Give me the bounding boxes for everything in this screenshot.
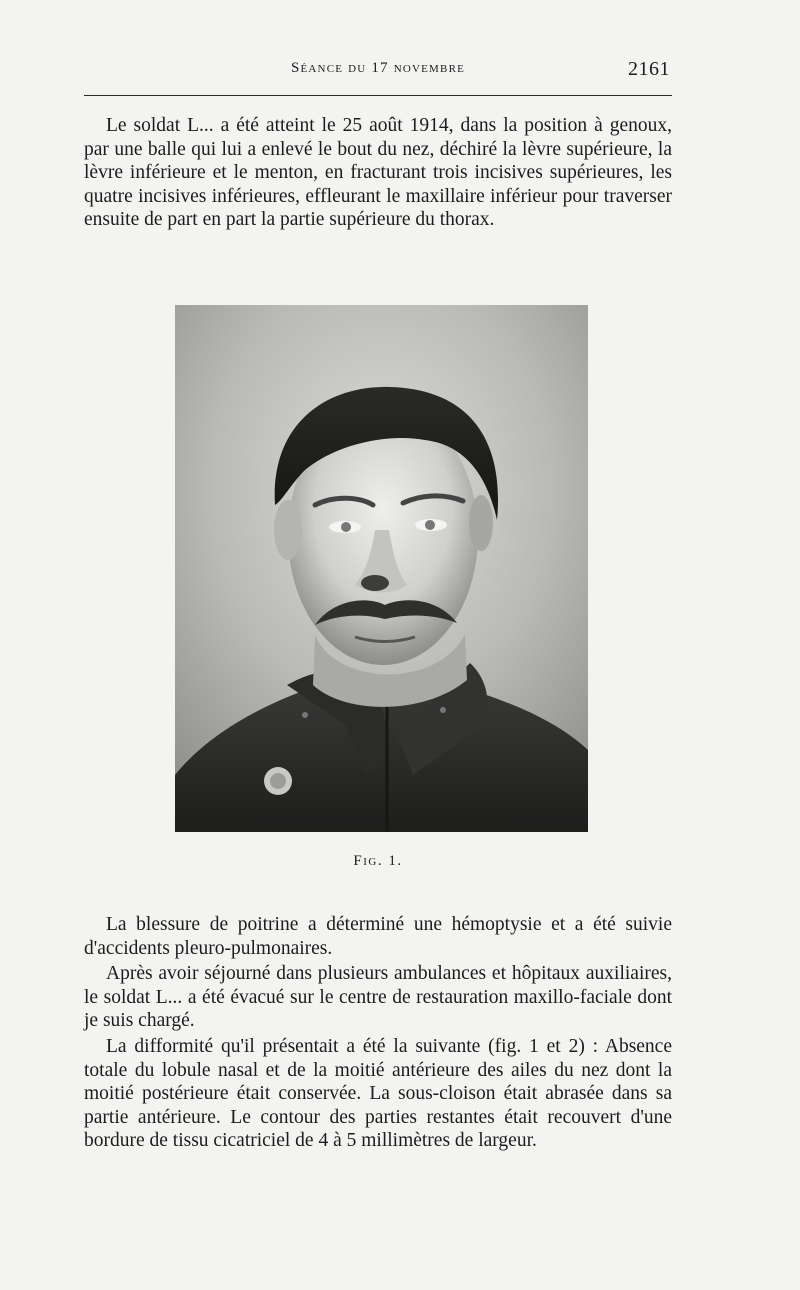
paragraph-3: Après avoir séjourné dans plusieurs ambulances et hôpitaux auxiliaires, le soldat L... a été évacué sur le centre de restauration maxillo-faciale dont je suis chargé. [84,963,672,1031]
running-title: Séance du 17 novembre [290,60,466,76]
paragraph-2: La blessure de poitrine a déterminé une hémoptysie et a été suivie d'accidents pleuro-pulmonaires. [84,914,672,959]
paragraph-4: La difformité qu'il présentait a été la suivante (fig. 1 et 2) : Absence totale du lobule nasal et de la moitié antérieure des ailes du nez dont la moitié postérieure était conservée. La sous-cloison était abrasée dans sa partie antérieure. Le contour des parties restantes était recouvert d'une bordure de tissu cicatriciel de 4 à 5 millimètres de largeur. [84,1036,672,1151]
running-head [84,58,672,84]
header-rule [84,95,672,96]
portrait-photograph [175,305,588,832]
paragraph-1: Le soldat L... a été atteint le 25 août 1914, dans la position à genoux, par une balle qui lui a enlevé le bout du nez, déchiré la lèvre supérieure, la lèvre inférieure et le menton, en fracturant trois incisives supérieures, les quatre incisives inférieures, effleurant le maxillaire inférieur pour traverser ensuite de part en part la partie supérieure du thorax. [84,115,672,230]
page-number: 2161 [628,58,670,80]
figure-caption: Fig. 1. [353,853,403,869]
